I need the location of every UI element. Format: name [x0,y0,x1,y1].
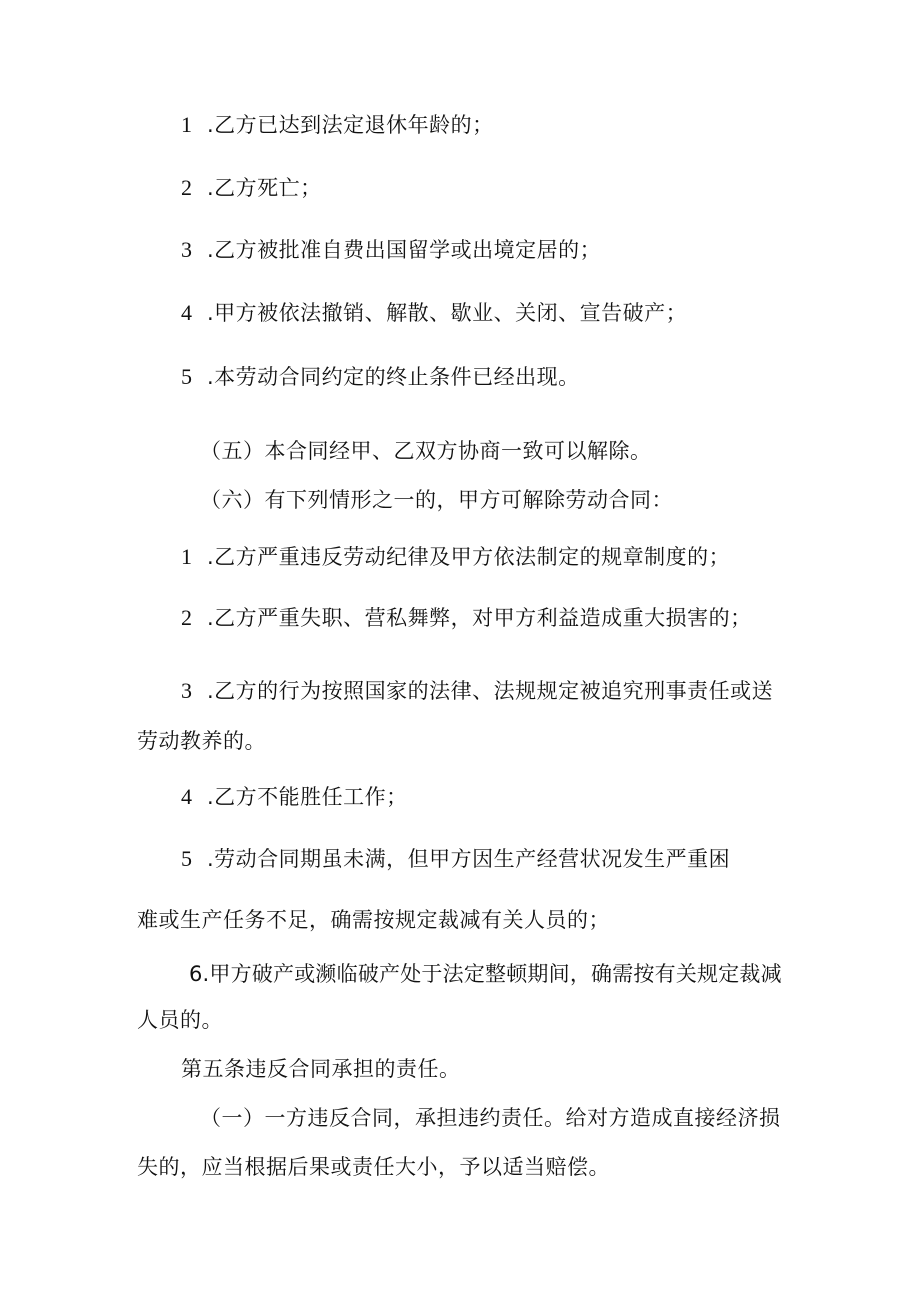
item-number: 1 [181,112,193,137]
item-number: 4 [181,300,193,325]
item-text: .乙方已达到法定退休年龄的； [207,113,494,137]
item-text: .乙方不能胜任工作； [207,785,408,809]
item-text: .乙方被批准自费出国留学或出境定居的； [207,238,602,262]
item-number: 2 [181,605,193,630]
item-text: .乙方严重失职、营私舞弊，对甲方利益造成重大损害的； [207,606,752,630]
termination-item-4 [181,299,687,327]
dismissal-item-5 [181,845,730,873]
article-five-title: 第五条违反合同承担的责任。 [181,1057,461,1081]
clause-five: （五）本合同经甲、乙双方协商一致可以解除。 [200,439,652,463]
termination-item-1 [181,111,494,139]
item-number: 3 [181,237,193,262]
item-number: 1 [181,544,193,569]
liability-clause-line-2: 失的，应当根据后果或责任大小，予以适当赔偿。 [137,1155,610,1179]
item-number: 2 [181,175,193,200]
dismissal-item-4 [181,783,408,811]
item-number: 5 [181,846,193,871]
item-text: .本劳动合同约定的终止条件已经出现。 [207,365,580,389]
liability-clause-line-1: （一）一方违反合同，承担违约责任。给对方造成直接经济损 [200,1106,781,1130]
item-text: .甲方被依法撤销、解散、歇业、关闭、宣告破产； [207,301,688,325]
item-text: .乙方死亡； [207,176,322,200]
item-text: .劳动合同期虽未满，但甲方因生产经营状况发生严重困 [207,847,731,871]
dismissal-item-2 [181,604,752,632]
termination-item-3 [181,236,601,264]
item-text: .乙方的行为按照国家的法律、法规规定被追究刑事责任或送 [207,679,774,703]
item-number: 5 [181,364,193,389]
termination-item-5 [181,363,580,391]
dismissal-item-6-continuation: 人员的。 [137,1008,223,1032]
dismissal-item-5-continuation: 难或生产任务不足，确需按规定裁减有关人员的； [137,908,610,932]
dismissal-item-3-continuation: 劳动教养的。 [137,729,266,753]
dismissal-item-6: 6.甲方破产或濒临破产处于法定整顿期间，确需按有关规定裁减 [189,962,782,986]
item-number: 4 [181,784,193,809]
item-text: .乙方严重违反劳动纪律及甲方依法制定的规章制度的； [207,545,731,569]
termination-item-2 [181,174,322,202]
item-number: 3 [181,678,193,703]
dismissal-item-3 [181,677,773,705]
dismissal-item-1 [181,543,730,571]
clause-six: （六）有下列情形之一的，甲方可解除劳动合同： [200,488,673,512]
